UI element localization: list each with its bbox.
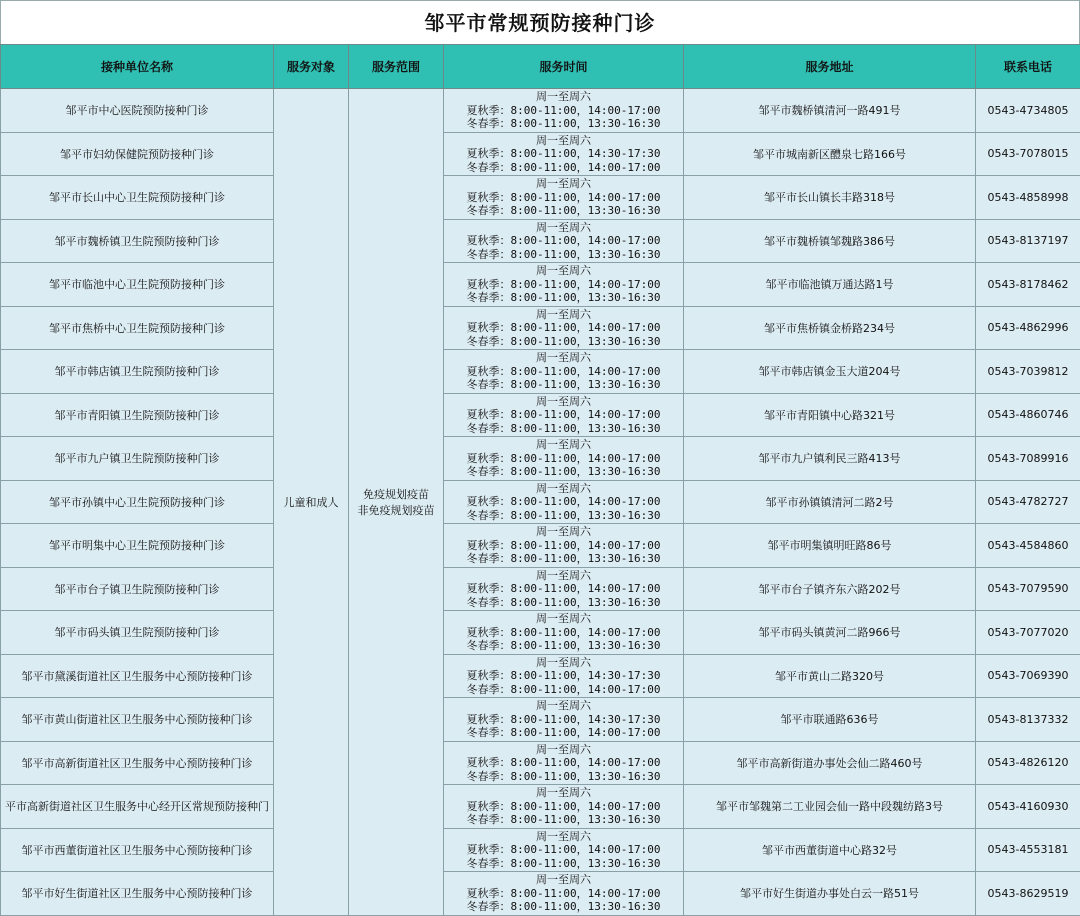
phone-number: 0543-7089916 [976, 437, 1080, 481]
table-row [1, 524, 1080, 568]
clinic-name: 邹平市高新街道社区卫生服务中心预防接种门诊 [1, 741, 274, 785]
hours-line: 周一至周六 [444, 264, 683, 278]
table-row [1, 263, 1080, 307]
clinic-name: 邹平市长山中心卫生院预防接种门诊 [1, 176, 274, 220]
hours-line: 夏秋季：8:00-11:00，14:00-17:00 [444, 321, 683, 335]
hours-line: 周一至周六 [444, 569, 683, 583]
table-row [1, 567, 1080, 611]
hours-line: 周一至周六 [444, 395, 683, 409]
service-address: 邹平市临池镇万通达路1号 [684, 263, 976, 307]
clinic-name: 邹平市明集中心卫生院预防接种门诊 [1, 524, 274, 568]
table-row [1, 872, 1080, 916]
service-target-cell: 儿童和成人 [274, 89, 349, 916]
table-row [1, 654, 1080, 698]
service-hours [444, 393, 684, 437]
hours-line: 冬春季：8:00-11:00，13:30-16:30 [444, 335, 683, 349]
service-hours [444, 89, 684, 133]
service-hours [444, 306, 684, 350]
table-row [1, 219, 1080, 263]
phone-number: 0543-4826120 [976, 741, 1080, 785]
hours-line: 冬春季：8:00-11:00，13:30-16:30 [444, 900, 683, 914]
phone-number: 0543-7079590 [976, 567, 1080, 611]
service-hours [444, 872, 684, 916]
service-hours [444, 219, 684, 263]
phone-number: 0543-4734805 [976, 89, 1080, 133]
phone-number: 0543-8137332 [976, 698, 1080, 742]
hours-line: 周一至周六 [444, 525, 683, 539]
clinic-name: 邹平市台子镇卫生院预防接种门诊 [1, 567, 274, 611]
service-address: 邹平市明集镇明旺路86号 [684, 524, 976, 568]
hours-line: 冬春季：8:00-11:00，13:30-16:30 [444, 248, 683, 262]
table-row [1, 89, 1080, 133]
hours-line: 夏秋季：8:00-11:00，14:00-17:00 [444, 495, 683, 509]
service-hours [444, 741, 684, 785]
page-title: 邹平市常规预防接种门诊 [0, 0, 1080, 44]
service-address: 邹平市邹魏第二工业园会仙一路中段魏纺路3号 [684, 785, 976, 829]
phone-number: 0543-4160930 [976, 785, 1080, 829]
hours-line: 夏秋季：8:00-11:00，14:00-17:00 [444, 365, 683, 379]
hours-line: 周一至周六 [444, 90, 683, 104]
hours-line: 周一至周六 [444, 177, 683, 191]
hours-line: 夏秋季：8:00-11:00，14:30-17:30 [444, 669, 683, 683]
hours-line: 夏秋季：8:00-11:00，14:00-17:00 [444, 191, 683, 205]
phone-number: 0543-8137197 [976, 219, 1080, 263]
clinic-name: 邹平市黛溪街道社区卫生服务中心预防接种门诊 [1, 654, 274, 698]
hours-line: 冬春季：8:00-11:00，13:30-16:30 [444, 639, 683, 653]
clinic-name: 邹平市魏桥镇卫生院预防接种门诊 [1, 219, 274, 263]
hours-line: 夏秋季：8:00-11:00，14:00-17:00 [444, 539, 683, 553]
hours-line: 周一至周六 [444, 351, 683, 365]
scope-line: 非免疫规划疫苗 [349, 502, 443, 518]
table-row [1, 176, 1080, 220]
service-hours [444, 567, 684, 611]
phone-number: 0543-4553181 [976, 828, 1080, 872]
table-row [1, 785, 1080, 829]
hours-line: 冬春季：8:00-11:00，13:30-16:30 [444, 813, 683, 827]
hours-line: 冬春季：8:00-11:00，13:30-16:30 [444, 422, 683, 436]
hours-line: 夏秋季：8:00-11:00，14:00-17:00 [444, 843, 683, 857]
service-address: 邹平市九户镇利民三路413号 [684, 437, 976, 481]
hours-line: 夏秋季：8:00-11:00，14:00-17:00 [444, 582, 683, 596]
service-hours [444, 828, 684, 872]
hours-line: 冬春季：8:00-11:00，13:30-16:30 [444, 509, 683, 523]
hours-line: 周一至周六 [444, 786, 683, 800]
service-address: 邹平市联通路636号 [684, 698, 976, 742]
hours-line: 冬春季：8:00-11:00，13:30-16:30 [444, 378, 683, 392]
service-address: 邹平市魏桥镇清河一路491号 [684, 89, 976, 133]
clinic-name: 邹平市中心医院预防接种门诊 [1, 89, 274, 133]
hours-line: 周一至周六 [444, 308, 683, 322]
service-hours [444, 611, 684, 655]
hours-line: 周一至周六 [444, 873, 683, 887]
service-hours [444, 654, 684, 698]
hours-line: 夏秋季：8:00-11:00，14:00-17:00 [444, 452, 683, 466]
clinic-name: 邹平市韩店镇卫生院预防接种门诊 [1, 350, 274, 394]
phone-number: 0543-4584860 [976, 524, 1080, 568]
phone-number: 0543-4858998 [976, 176, 1080, 220]
table-row [1, 698, 1080, 742]
scope-line: 免疫规划疫苗 [349, 486, 443, 502]
clinic-name: 邹平市码头镇卫生院预防接种门诊 [1, 611, 274, 655]
table-row [1, 132, 1080, 176]
header-service-scope: 服务范围 [349, 45, 444, 89]
service-hours [444, 350, 684, 394]
phone-number: 0543-7039812 [976, 350, 1080, 394]
header-service-address: 服务地址 [684, 45, 976, 89]
clinic-name: 邹平市青阳镇卫生院预防接种门诊 [1, 393, 274, 437]
service-scope-cell [349, 89, 444, 916]
table-row [1, 480, 1080, 524]
clinic-name: 邹平市西董街道社区卫生服务中心预防接种门诊 [1, 828, 274, 872]
hours-line: 夏秋季：8:00-11:00，14:00-17:00 [444, 278, 683, 292]
header-service-target: 服务对象 [274, 45, 349, 89]
service-address: 邹平市青阳镇中心路321号 [684, 393, 976, 437]
service-hours [444, 437, 684, 481]
service-hours [444, 785, 684, 829]
hours-line: 周一至周六 [444, 699, 683, 713]
service-hours [444, 263, 684, 307]
hours-line: 夏秋季：8:00-11:00，14:00-17:00 [444, 800, 683, 814]
service-address: 邹平市西董街道中心路32号 [684, 828, 976, 872]
service-address: 邹平市焦桥镇金桥路234号 [684, 306, 976, 350]
service-address: 邹平市魏桥镇邹魏路386号 [684, 219, 976, 263]
hours-line: 周一至周六 [444, 438, 683, 452]
header-unit-name: 接种单位名称 [1, 45, 274, 89]
clinic-table [0, 44, 1080, 916]
hours-line: 冬春季：8:00-11:00，13:30-16:30 [444, 117, 683, 131]
hours-line: 冬春季：8:00-11:00，13:30-16:30 [444, 552, 683, 566]
hours-line: 冬春季：8:00-11:00，14:00-17:00 [444, 161, 683, 175]
hours-line: 夏秋季：8:00-11:00，14:30-17:30 [444, 147, 683, 161]
hours-line: 冬春季：8:00-11:00，13:30-16:30 [444, 857, 683, 871]
header-phone: 联系电话 [976, 45, 1080, 89]
table-row [1, 611, 1080, 655]
table-row [1, 828, 1080, 872]
service-hours [444, 524, 684, 568]
hours-line: 周一至周六 [444, 612, 683, 626]
service-hours [444, 132, 684, 176]
service-address: 邹平市黄山二路320号 [684, 654, 976, 698]
hours-line: 夏秋季：8:00-11:00，14:00-17:00 [444, 887, 683, 901]
phone-number: 0543-7078015 [976, 132, 1080, 176]
phone-number: 0543-4860746 [976, 393, 1080, 437]
clinic-name: 邹平市焦桥中心卫生院预防接种门诊 [1, 306, 274, 350]
hours-line: 周一至周六 [444, 656, 683, 670]
hours-line: 冬春季：8:00-11:00，13:30-16:30 [444, 596, 683, 610]
hours-line: 冬春季：8:00-11:00，14:00-17:00 [444, 683, 683, 697]
hours-line: 夏秋季：8:00-11:00，14:00-17:00 [444, 104, 683, 118]
service-address: 邹平市高新街道办事处会仙二路460号 [684, 741, 976, 785]
service-address: 邹平市韩店镇金玉大道204号 [684, 350, 976, 394]
hours-line: 周一至周六 [444, 134, 683, 148]
service-hours [444, 480, 684, 524]
clinic-name: 邹平市孙镇中心卫生院预防接种门诊 [1, 480, 274, 524]
table-row [1, 437, 1080, 481]
hours-line: 夏秋季：8:00-11:00，14:00-17:00 [444, 626, 683, 640]
phone-number: 0543-4782727 [976, 480, 1080, 524]
hours-line: 周一至周六 [444, 743, 683, 757]
clinic-name: 邹平市临池中心卫生院预防接种门诊 [1, 263, 274, 307]
table-row [1, 393, 1080, 437]
phone-number: 0543-7077020 [976, 611, 1080, 655]
hours-line: 周一至周六 [444, 830, 683, 844]
service-address: 邹平市码头镇黄河二路966号 [684, 611, 976, 655]
service-address: 邹平市孙镇镇清河二路2号 [684, 480, 976, 524]
hours-line: 冬春季：8:00-11:00，13:30-16:30 [444, 291, 683, 305]
phone-number: 0543-8629519 [976, 872, 1080, 916]
table-header-row [1, 45, 1080, 89]
clinic-name: 邹平市妇幼保健院预防接种门诊 [1, 132, 274, 176]
table-row [1, 306, 1080, 350]
service-hours [444, 698, 684, 742]
phone-number: 0543-8178462 [976, 263, 1080, 307]
service-address: 邹平市好生街道办事处白云一路51号 [684, 872, 976, 916]
header-service-time: 服务时间 [444, 45, 684, 89]
hours-line: 周一至周六 [444, 482, 683, 496]
hours-line: 夏秋季：8:00-11:00，14:00-17:00 [444, 234, 683, 248]
table-row [1, 350, 1080, 394]
hours-line: 冬春季：8:00-11:00，13:30-16:30 [444, 465, 683, 479]
hours-line: 冬春季：8:00-11:00，13:30-16:30 [444, 204, 683, 218]
hours-line: 冬春季：8:00-11:00，14:00-17:00 [444, 726, 683, 740]
clinic-name: 邹平市好生街道社区卫生服务中心预防接种门诊 [1, 872, 274, 916]
hours-line: 夏秋季：8:00-11:00，14:00-17:00 [444, 756, 683, 770]
service-hours [444, 176, 684, 220]
service-address: 邹平市台子镇齐东六路202号 [684, 567, 976, 611]
hours-line: 周一至周六 [444, 221, 683, 235]
table-row [1, 741, 1080, 785]
clinic-name: 邹平市九户镇卫生院预防接种门诊 [1, 437, 274, 481]
phone-number: 0543-4862996 [976, 306, 1080, 350]
service-address: 邹平市城南新区醴泉七路166号 [684, 132, 976, 176]
table-body [1, 89, 1080, 916]
phone-number: 0543-7069390 [976, 654, 1080, 698]
hours-line: 冬春季：8:00-11:00，13:30-16:30 [444, 770, 683, 784]
clinic-name: 邹平市黄山街道社区卫生服务中心预防接种门诊 [1, 698, 274, 742]
hours-line: 夏秋季：8:00-11:00，14:30-17:30 [444, 713, 683, 727]
service-address: 邹平市长山镇长丰路318号 [684, 176, 976, 220]
hours-line: 夏秋季：8:00-11:00，14:00-17:00 [444, 408, 683, 422]
clinic-name: 平市高新街道社区卫生服务中心经开区常规预防接种门 [1, 785, 274, 829]
